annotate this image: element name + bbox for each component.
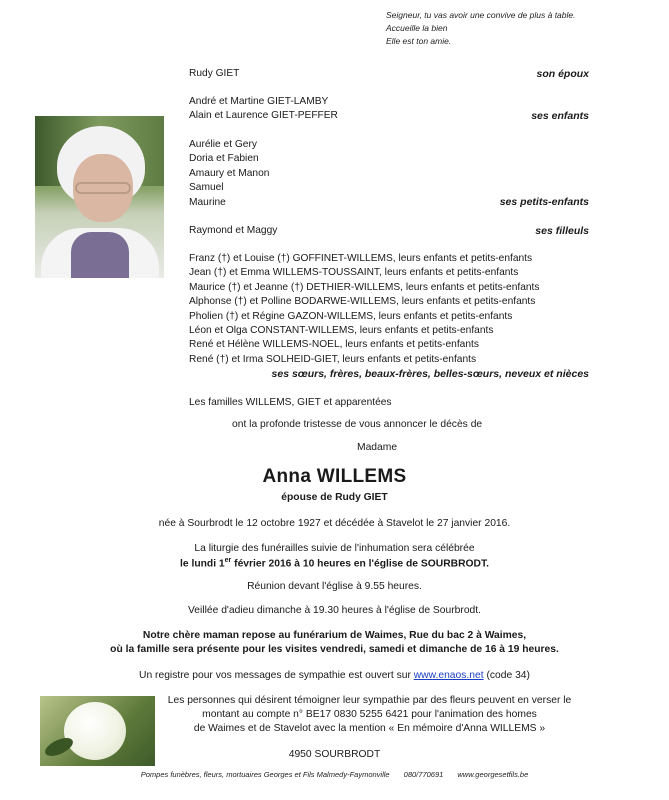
family-name: Amaury et Manon: [189, 167, 270, 179]
verse-line: Accueille la bien: [386, 23, 448, 33]
family-name: Alphonse (†) et Polline BODARWE-WILLEMS, leurs enfants et petits-enfants: [189, 296, 536, 308]
portrait-photo: [35, 116, 164, 278]
family-name: Maurine: [189, 196, 226, 208]
family-relation: ses enfants: [531, 110, 589, 122]
family-name: Rudy GIET: [189, 68, 240, 79]
verse: [386, 9, 575, 48]
spouse-line: épouse de Rudy GIET: [281, 492, 388, 503]
honorific: Madame: [357, 442, 398, 453]
family-group-spouse: [189, 67, 589, 81]
family-name: Raymond et Maggy: [189, 225, 278, 236]
family-group-grandchildren: [189, 138, 589, 210]
family-group-godchildren: [189, 224, 589, 238]
family-name: Pholien (†) et Régine GAZON-WILLEMS, leurs enfants et petits-enfants: [189, 310, 513, 322]
visits-line: où la famille sera présente pour les visites vendredi, samedi et dimanche de 16 à 19 heures.: [110, 644, 559, 655]
sadness-line: ont la profonde tristesse de vous annoncer le décès de: [232, 419, 483, 430]
family-name: Doria et Fabien: [189, 153, 259, 165]
address-line: 4950 SOURBRODT: [288, 749, 381, 760]
footer-company: Pompes funèbres, fleurs, mortuaires Georges et Fils Malmedy-Faymonville: [140, 770, 390, 779]
family-name: Alain et Laurence GIET-PEFFER: [189, 110, 338, 122]
families-line: Les familles WILLEMS, GIET et apparentées: [189, 397, 392, 408]
family-relation: son époux: [536, 68, 589, 80]
deceased-name: Anna WILLEMS: [262, 466, 407, 487]
family-relation: ses filleuls: [535, 225, 589, 237]
family-name: Samuel: [189, 182, 224, 194]
flowers-line-2: montant au compte n° BE17 0830 5255 6421 pour l'animation des homes: [202, 709, 537, 720]
family-name: Maurice (†) et Jeanne (†) DETHIER-WILLEMS, leurs enfants et petits-enfants: [189, 281, 540, 293]
family-name: Aurélie et Gery: [189, 139, 257, 150]
liturgy-line: La liturgie des funérailles suivie de l'inhumation sera célébrée: [194, 543, 475, 554]
footer: [0, 770, 669, 779]
flowers-line-3: de Waimes et de Stavelot avec la mention « En mémoire d'Anna WILLEMS »: [193, 723, 546, 734]
veillee-line: Veillée d'adieu dimanche à 19.30 heures à l'église de Sourbrodt.: [187, 605, 482, 616]
family-name: René (†) et Irma SOLHEID-GIET, leurs enfants et petits-enfants: [189, 353, 477, 365]
family-relation: ses sœurs, frères, beaux-frères, belles-sœurs, neveux et nièces: [271, 368, 589, 380]
family-name: Jean (†) et Emma WILLEMS-TOUSSAINT, leurs enfants et petits-enfants: [189, 267, 519, 279]
verse-line: Elle est ton amie.: [386, 36, 452, 46]
family-group-children: [189, 95, 589, 124]
register-line: Un registre pour vos messages de sympathie est ouvert sur www.enaos.net (code 34): [139, 670, 530, 681]
footer-website: www.georgesetfils.be: [457, 770, 529, 779]
reunion-line: Réunion devant l'église à 9.55 heures.: [247, 581, 422, 592]
family-name: Franz (†) et Louise (†) GOFFINET-WILLEMS, leurs enfants et petits-enfants: [189, 253, 533, 264]
family-relation: ses petits-enfants: [499, 196, 589, 208]
flowers-line-1: Les personnes qui désirent témoigner leur sympathie par des fleurs peuvent en verser le: [167, 695, 572, 706]
liturgy-date-line: le lundi 1er février 2016 à 10 heures en l'église de SOURBRODT.: [180, 557, 489, 570]
footer-phone: 080/770691: [403, 770, 444, 779]
family-group-siblings: [189, 252, 589, 380]
family-name: André et Martine GIET-LAMBY: [189, 96, 329, 107]
verse-line: Seigneur, tu vas avoir une convive de plus à table.: [386, 10, 576, 20]
funerarium-line: Notre chère maman repose au funérarium de Waimes, Rue du bac 2 à Waimes,: [142, 630, 527, 641]
family-name: René et Hélène WILLEMS-NOEL, leurs enfants et petits-enfants: [189, 339, 479, 351]
family-name: Léon et Olga CONSTANT-WILLEMS, leurs enfants et petits-enfants: [189, 325, 494, 337]
birth-death-line: née à Sourbrodt le 12 octobre 1927 et décédée à Stavelot le 27 janvier 2016.: [158, 518, 511, 529]
enaos-link[interactable]: www.enaos.net: [413, 670, 484, 681]
